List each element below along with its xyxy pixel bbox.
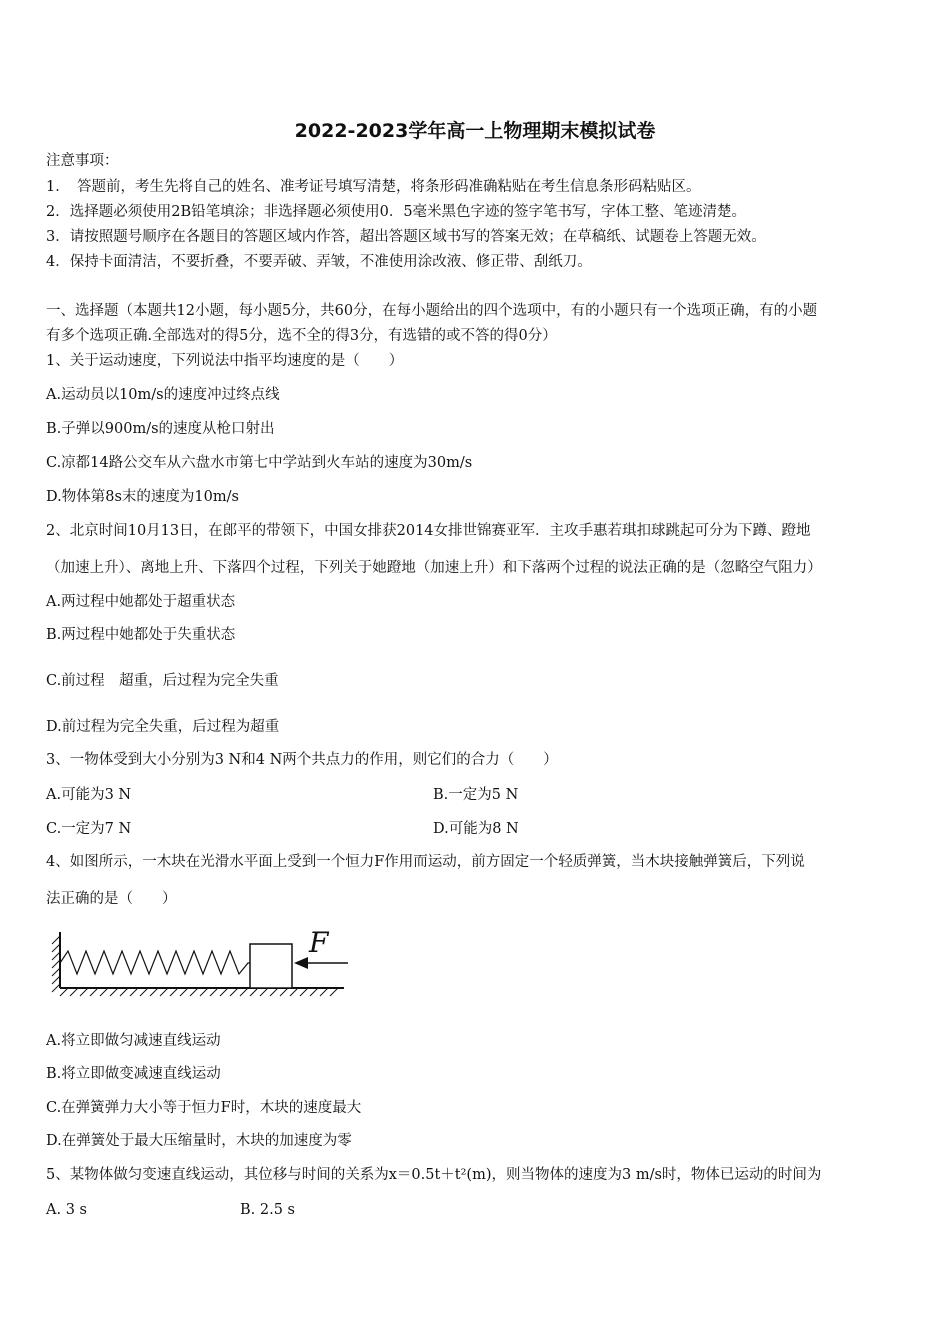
q5-option-a: A. 3 s <box>46 1202 87 1218</box>
q3-option-a: A.可能为3 N <box>46 787 132 803</box>
force-label: F <box>309 926 329 959</box>
notice-item-4: 4．保持卡面清洁，不要折叠，不要弄破、弄皱，不准使用涂改液、修正带、刮纸刀。 <box>46 254 592 270</box>
notice-item-2: 2．选择题必须使用2B铅笔填涂；非选择题必须使用0．5毫米黑色字迹的签字笔书写，字体工整、笔迹清楚。 <box>46 204 747 220</box>
q2-option-d: D.前过程为完全失重，后过程为超重 <box>46 719 280 735</box>
q5-option-b: B. 2.5 s <box>240 1202 295 1218</box>
section-heading-line-1: 一、选择题（本题共12小题，每小题5分，共60分，在每小题给出的四个选项中，有的小题只有一个选项正确，有的小题 <box>46 303 818 319</box>
q4-option-a: A.将立即做匀减速直线运动 <box>46 1033 221 1049</box>
q3-stem: 3、一物体受到大小分别为3 N和4 N两个共点力的作用，则它们的合力（ ） <box>46 752 558 768</box>
spring-block-figure <box>46 926 356 998</box>
q2-option-c: C.前过程 超重，后过程为完全失重 <box>46 673 279 689</box>
q1-option-b: B.子弹以900m/s的速度从枪口射出 <box>46 421 275 437</box>
notice-item-3: 3．请按照题号顺序在各题目的答题区域内作答，超出答题区域书写的答案无效；在草稿纸、试题卷上答题无效。 <box>46 229 766 245</box>
notice-item-1: 1． 答题前，考生先将自己的姓名、准考证号填写清楚，将条形码准确粘贴在考生信息条形码粘贴区。 <box>46 179 701 195</box>
q3-option-c: C.一定为7 N <box>46 821 132 837</box>
q5-stem: 5、某物体做匀变速直线运动，其位移与时间的关系为x＝0.5t＋t²(m)，则当物体的速度为3 m/s时，物体已运动的时间为 <box>46 1167 822 1183</box>
q2-stem-line-1: 2、北京时间10月13日，在郎平的带领下，中国女排获2014女排世锦赛亚军．主攻手惠若琪扣球跳起可分为下蹲、蹬地 <box>46 523 811 539</box>
q2-option-b: B.两过程中她都处于失重状态 <box>46 627 236 643</box>
q4-option-d: D.在弹簧处于最大压缩量时，木块的加速度为零 <box>46 1133 352 1149</box>
q4-option-c: C.在弹簧弹力大小等于恒力F时，木块的速度最大 <box>46 1100 362 1116</box>
q4-option-b: B.将立即做变减速直线运动 <box>46 1066 221 1082</box>
q3-option-b: B.一定为5 N <box>433 787 519 803</box>
q4-stem-line-1: 4、如图所示，一木块在光滑水平面上受到一个恒力F作用而运动，前方固定一个轻质弹簧，当木块接触弹簧后，下列说 <box>46 854 805 870</box>
notice-heading: 注意事项： <box>46 153 119 169</box>
q1-option-c: C.凉都14路公交车从六盘水市第七中学站到火车站的速度为30m/s <box>46 455 473 471</box>
q2-option-a: A.两过程中她都处于超重状态 <box>46 594 236 610</box>
q3-option-d: D.可能为8 N <box>433 821 519 837</box>
q2-stem-line-2: （加速上升）、离地上升、下落四个过程，下列关于她蹬地（加速上升）和下落两个过程的说法正确的是（忽略空气阻力） <box>46 560 822 576</box>
section-heading-line-2: 有多个选项正确.全部选对的得5分，选不全的得3分，有选错的或不答的得0分） <box>46 328 557 344</box>
q1-stem: 1、关于运动速度，下列说法中指平均速度的是（ ） <box>46 353 404 369</box>
q1-option-a: A.运动员以10m/s的速度冲过终点线 <box>46 387 280 403</box>
q1-option-d: D.物体第8s末的速度为10m/s <box>46 489 239 505</box>
page-title: 2022-2023学年高一上物理期末模拟试卷 <box>294 120 656 142</box>
q4-stem-line-2: 法正确的是（ ） <box>46 891 177 907</box>
